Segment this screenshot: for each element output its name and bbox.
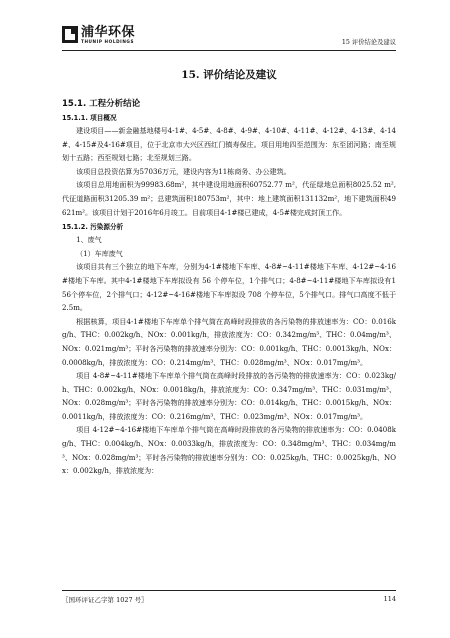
logo-cn-text: 浦华环保 (81, 25, 136, 40)
subsection-heading-pollution: 15.1.2. 污染源分析 (62, 223, 124, 232)
paragraph-garages: 该项目共有三个独立的地下车库，分别为4-1#楼地下车库、4-8#~4-11#楼地下车库、4-12#~4-16#楼地下车库。其中4-1#楼地下车库拟设有 56 个停车位，1个排气口；4-8#~4-11#楼地下车库拟设有156个停车位，2个排气口；4-12#~4-16#楼地下车库拟设 708 个停车位，5个排气口。排气口高度不低于 2.5m。 (62, 262, 396, 313)
list-item-garage-exhaust: （1）车库废气 (76, 248, 123, 258)
page-header (62, 26, 396, 51)
logo-mark-icon (62, 26, 78, 43)
paragraph-location: 建设项目——新金融基地楼号4-1#、4-5#、4-8#、4-9#、4-10#、4-11#、4-12#、4-13#、4-14#、4-15#及4-16#项目，位于北京市大兴区西红门镇寿保庄。项目用地四至范围为：东至团河路；南至规划十五路；西至规划七路；北至规划三路。 (62, 126, 396, 163)
page-footer (62, 590, 396, 604)
paragraph-garage-4-12: 项目 4-12#~4-16#楼地下车库单个排气筒在高峰时段排放的各污染物的排放速率为：CO：0.0408kg/h、THC：0.004kg/h、NOx：0.0033kg/h，排放浓度为：CO：0.348mg/m³、THC：0.034mg/m³、NOx：0.028mg/m³；平时各污染物的排放速率分别为：CO：0.025kg/h、THC：0.0025kg/h、NOx：0.002kg/h，排放浓度为： (62, 425, 396, 476)
list-item-exhaust: 1、废气 (76, 235, 102, 245)
chapter-title: 15. 评价结论及建议 (181, 69, 277, 81)
page-number: 114 (383, 595, 396, 603)
page-body (62, 60, 396, 478)
paragraph-area: 该项目总用地面积为99983.68m²，其中建设用地面积60752.77 m²，代征绿地总面积8025.52 m²,代征道路面积31205.39 m²；总建筑面积180753m²，其中：地上建筑面积131132m²，地下建筑面积49621m²。该项目计划于2016年6月竣工。目前项目4-1#楼已建成，4-5#楼完成封顶工作。 (62, 180, 396, 217)
paragraph-garage-4-8: 项目 4-8#~4-11#楼地下车库单个排气筒在高峰时段排放的各污染物的排放速率为：CO：0.023kg/h、THC：0.002kg/h、NOx：0.0018kg/h，排放浓度为：CO：0.347mg/m³、THC：0.031mg/m³、NOx：0.028mg/m³；平时各污染物的排放速率分别为：CO：0.014kg/h、THC：0.0015kg/h、NOx：0.0011kg/h，排放浓度为：CO：0.216mg/m³、THC：0.023mg/m³、NOx：0.017mg/m³。 (62, 371, 396, 421)
header-chapter-title: 15 评价结论及建议 (341, 39, 396, 46)
section-heading: 15.1. 工程分析结论 (62, 99, 141, 109)
paragraph-garage-4-1: 根据核算，项目4-1#楼地下车库单个排气筒在高峰时段排放的各污染物的排放速率为：CO：0.016kg/h、THC：0.002kg/h、NOx：0.001kg/h，排放浓度为：CO：0.342mg/m³、THC：0.04mg/m³、NOx：0.021mg/m³；平时各污染物的排放速率分别为：CO：0.001kg/h、THC：0.0013kg/h、NOx：0.0008kg/h，排放浓度为：CO：0.214mg/m³、THC：0.028mg/m³、NOx：0.017mg/m³。 (62, 316, 396, 367)
paragraph-investment: 该项目总投资估算为57036万元，建设内容为11栋商务、办公建筑。 (76, 166, 291, 176)
subsection-heading-overview: 15.1.1. 项目概况 (62, 114, 117, 122)
logo-en-text: THUNIP HOLDINGS (81, 39, 135, 44)
company-logo (62, 26, 135, 44)
footer-cert: 〖国环评证乙字第 1027 号〗 (62, 596, 148, 604)
